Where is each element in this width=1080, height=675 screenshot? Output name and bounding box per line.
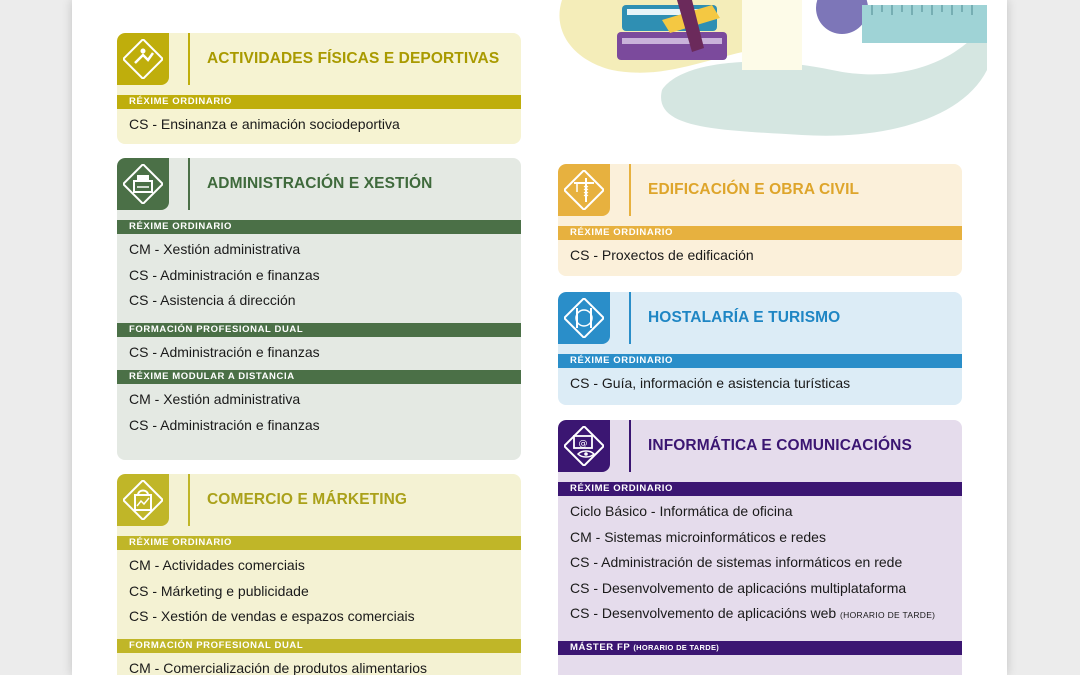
card-header: [117, 474, 521, 536]
course-item: CS - Asistencia á dirección: [129, 292, 296, 308]
card-header: [558, 164, 962, 226]
course-item: CS - Márketing e publicidade: [129, 582, 309, 599]
card-header: [558, 420, 962, 482]
course-item: CS - Desenvolvemento de aplicacións multiplataforma: [570, 579, 907, 596]
schedule-note: (HORARIO DE TARDE): [633, 642, 720, 652]
sport-figure-icon: [117, 33, 169, 85]
cutlery-icon: [558, 292, 610, 344]
header-divider: [188, 474, 190, 526]
card-header: [558, 292, 962, 354]
course-item: CS - Administración e finanzas: [129, 416, 320, 433]
header-divider: [188, 33, 190, 85]
schedule-note: (HORARIO DE TARDE): [840, 610, 936, 620]
family-card-administracion: [117, 158, 521, 460]
family-card-deportivas: [117, 33, 521, 144]
course-item: CM - Xestión administrativa: [129, 241, 301, 257]
section-label: RÉXIME ORDINARIO: [117, 220, 521, 234]
computer-at-icon: [558, 420, 610, 472]
section-label: RÉXIME ORDINARIO: [117, 95, 521, 109]
course-item: [570, 601, 950, 627]
family-title: INFORMÁTICA E COMUNICACIÓNS: [648, 437, 912, 454]
family-title: EDIFICACIÓN E OBRA CIVIL: [648, 181, 860, 198]
section-label: RÉXIME ORDINARIO: [558, 354, 962, 368]
family-card-comercio: [117, 474, 521, 675]
header-divider: [629, 292, 631, 344]
brochure-page: [72, 0, 1007, 675]
crane-icon: [558, 164, 610, 216]
section-label: RÉXIME ORDINARIO: [558, 482, 962, 496]
family-title: COMERCIO E MÁRKETING: [207, 491, 408, 508]
course-item: CS - Proxectos de edificación: [570, 247, 754, 263]
svg-text:@: @: [578, 439, 588, 449]
course-item: CS - Administración de sistemas informáticos en rede: [570, 554, 903, 570]
family-title: HOSTALARÍA E TURISMO: [648, 309, 841, 326]
shopping-bag-icon: [117, 474, 169, 526]
header-divider: [188, 158, 190, 210]
course-item: CS - Guía, información e asistencia turísticas: [570, 375, 851, 391]
course-item: CM - Actividades comerciais: [129, 557, 305, 573]
family-card-edificacion: [558, 164, 962, 276]
course-item: CM - Xestión administrativa: [129, 391, 301, 407]
course-item: CM - Sistemas microinformáticos e redes: [570, 528, 826, 545]
section-label-text: MÁSTER FP: [570, 641, 631, 653]
course-item: CS - Administración e finanzas: [129, 343, 320, 360]
course-name: CS - Desenvolvemento de aplicacións web: [570, 605, 837, 621]
course-item: Ciclo Básico - Informática de oficina: [570, 503, 793, 519]
section-label: RÉXIME ORDINARIO: [558, 226, 962, 240]
section-label: RÉXIME ORDINARIO: [117, 536, 521, 550]
card-header: [117, 158, 521, 220]
course-item: CS - Ensinanza e animación sociodeportiva: [129, 116, 400, 132]
section-label: FORMACIÓN PROFESIONAL DUAL: [117, 323, 521, 337]
family-card-informatica: [558, 420, 962, 675]
section-label: RÉXIME MODULAR A DISTANCIA: [117, 370, 521, 384]
course-item: CS - Administración e finanzas: [129, 266, 320, 283]
card-header: [117, 33, 521, 95]
family-title: ADMINISTRACIÓN E XESTIÓN: [207, 175, 433, 192]
header-divider: [629, 164, 631, 216]
header-divider: [629, 420, 631, 472]
section-label: FORMACIÓN PROFESIONAL DUAL: [117, 639, 521, 653]
family-card-hostalaria: [558, 292, 962, 405]
course-item: CS - Xestión de vendas e espazos comerciais: [129, 608, 415, 624]
family-title: ACTIVIDADES FÍSICAS E DEPORTIVAS: [207, 50, 500, 67]
office-printer-icon: [117, 158, 169, 210]
students-illustration: [542, 0, 992, 145]
course-item: CM - Comercialización de produtos alimentarios: [129, 659, 428, 675]
section-label: [558, 641, 962, 655]
